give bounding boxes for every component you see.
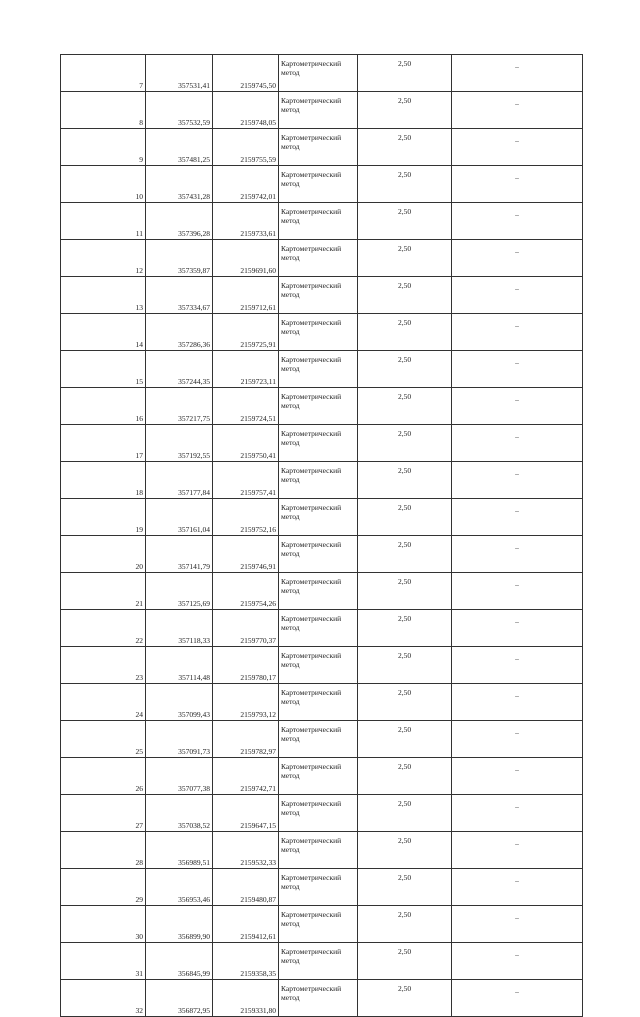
table-row bbox=[61, 721, 583, 758]
coordinate-x: 357396,28 bbox=[146, 203, 213, 240]
note-dash: – bbox=[452, 573, 583, 610]
point-number: 11 bbox=[61, 203, 146, 240]
accuracy-value: 2,50 bbox=[358, 129, 452, 166]
coordinate-y: 2159745,50 bbox=[213, 55, 279, 92]
coordinate-x: 357091,73 bbox=[146, 721, 213, 758]
coordinate-x: 357161,04 bbox=[146, 499, 213, 536]
accuracy-value: 2,50 bbox=[358, 203, 452, 240]
point-number: 12 bbox=[61, 240, 146, 277]
table-row bbox=[61, 351, 583, 388]
coordinate-y: 2159746,91 bbox=[213, 536, 279, 573]
point-number: 32 bbox=[61, 980, 146, 1017]
note-dash: – bbox=[452, 943, 583, 980]
accuracy-value: 2,50 bbox=[358, 647, 452, 684]
method-line: Картометрический bbox=[281, 873, 342, 882]
accuracy-value: 2,50 bbox=[358, 684, 452, 721]
note-dash: – bbox=[452, 869, 583, 906]
method-line: метод bbox=[281, 253, 300, 262]
method-line: Картометрический bbox=[281, 392, 342, 401]
method-line: метод bbox=[281, 771, 300, 780]
method-line: метод bbox=[281, 993, 300, 1002]
method-line: Картометрический bbox=[281, 503, 342, 512]
accuracy-value: 2,50 bbox=[358, 869, 452, 906]
point-number: 16 bbox=[61, 388, 146, 425]
accuracy-value: 2,50 bbox=[358, 425, 452, 462]
table-row bbox=[61, 869, 583, 906]
coordinate-y: 2159712,61 bbox=[213, 277, 279, 314]
accuracy-value: 2,50 bbox=[358, 314, 452, 351]
accuracy-value: 2,50 bbox=[358, 388, 452, 425]
point-number: 27 bbox=[61, 795, 146, 832]
method-line: метод bbox=[281, 586, 300, 595]
coordinate-x: 357431,28 bbox=[146, 166, 213, 203]
note-dash: – bbox=[452, 610, 583, 647]
note-dash: – bbox=[452, 906, 583, 943]
method-line: Картометрический bbox=[281, 651, 342, 660]
method-line: Картометрический bbox=[281, 688, 342, 697]
coordinate-x: 357334,67 bbox=[146, 277, 213, 314]
table-row bbox=[61, 314, 583, 351]
point-number: 17 bbox=[61, 425, 146, 462]
note-dash: – bbox=[452, 758, 583, 795]
note-dash: – bbox=[452, 314, 583, 351]
method-line: Картометрический bbox=[281, 466, 342, 475]
coordinate-x: 357077,38 bbox=[146, 758, 213, 795]
method-line: метод bbox=[281, 660, 300, 669]
note-dash: – bbox=[452, 795, 583, 832]
table-row bbox=[61, 943, 583, 980]
coordinate-x: 356872,95 bbox=[146, 980, 213, 1017]
note-dash: – bbox=[452, 129, 583, 166]
table-row bbox=[61, 499, 583, 536]
point-number: 25 bbox=[61, 721, 146, 758]
method-line: метод bbox=[281, 105, 300, 114]
point-number: 26 bbox=[61, 758, 146, 795]
point-number: 30 bbox=[61, 906, 146, 943]
determination-method bbox=[279, 351, 358, 388]
coordinate-x: 357532,59 bbox=[146, 92, 213, 129]
accuracy-value: 2,50 bbox=[358, 351, 452, 388]
coordinate-y: 2159725,91 bbox=[213, 314, 279, 351]
determination-method bbox=[279, 388, 358, 425]
determination-method bbox=[279, 647, 358, 684]
table-row bbox=[61, 129, 583, 166]
determination-method bbox=[279, 499, 358, 536]
table-row bbox=[61, 536, 583, 573]
note-dash: – bbox=[452, 388, 583, 425]
method-line: метод bbox=[281, 216, 300, 225]
note-dash: – bbox=[452, 277, 583, 314]
coordinate-y: 2159532,33 bbox=[213, 832, 279, 869]
method-line: Картометрический bbox=[281, 318, 342, 327]
point-number: 8 bbox=[61, 92, 146, 129]
method-line: метод bbox=[281, 549, 300, 558]
accuracy-value: 2,50 bbox=[358, 906, 452, 943]
determination-method bbox=[279, 462, 358, 499]
coordinate-x: 357481,25 bbox=[146, 129, 213, 166]
table-row bbox=[61, 425, 583, 462]
table-row bbox=[61, 240, 583, 277]
note-dash: – bbox=[452, 536, 583, 573]
coordinate-x: 356953,46 bbox=[146, 869, 213, 906]
method-line: Картометрический bbox=[281, 59, 342, 68]
method-line: метод bbox=[281, 697, 300, 706]
determination-method bbox=[279, 869, 358, 906]
note-dash: – bbox=[452, 55, 583, 92]
coordinate-y: 2159480,87 bbox=[213, 869, 279, 906]
note-dash: – bbox=[452, 462, 583, 499]
method-line: метод bbox=[281, 475, 300, 484]
determination-method bbox=[279, 240, 358, 277]
point-number: 9 bbox=[61, 129, 146, 166]
table-row bbox=[61, 832, 583, 869]
accuracy-value: 2,50 bbox=[358, 573, 452, 610]
coordinate-y: 2159724,51 bbox=[213, 388, 279, 425]
table-row bbox=[61, 277, 583, 314]
coordinate-y: 2159780,17 bbox=[213, 647, 279, 684]
accuracy-value: 2,50 bbox=[358, 240, 452, 277]
method-line: Картометрический bbox=[281, 577, 342, 586]
accuracy-value: 2,50 bbox=[358, 758, 452, 795]
method-line: Картометрический bbox=[281, 133, 342, 142]
coordinates-table-body bbox=[61, 55, 583, 1017]
determination-method bbox=[279, 610, 358, 647]
coordinate-x: 357177,84 bbox=[146, 462, 213, 499]
table-row bbox=[61, 55, 583, 92]
coordinate-y: 2159793,12 bbox=[213, 684, 279, 721]
determination-method bbox=[279, 906, 358, 943]
method-line: метод bbox=[281, 882, 300, 891]
table-row bbox=[61, 684, 583, 721]
accuracy-value: 2,50 bbox=[358, 795, 452, 832]
point-number: 24 bbox=[61, 684, 146, 721]
table-row bbox=[61, 92, 583, 129]
note-dash: – bbox=[452, 647, 583, 684]
coordinate-y: 2159755,59 bbox=[213, 129, 279, 166]
accuracy-value: 2,50 bbox=[358, 536, 452, 573]
method-line: Картометрический bbox=[281, 799, 342, 808]
determination-method bbox=[279, 536, 358, 573]
note-dash: – bbox=[452, 351, 583, 388]
accuracy-value: 2,50 bbox=[358, 721, 452, 758]
point-number: 23 bbox=[61, 647, 146, 684]
point-number: 15 bbox=[61, 351, 146, 388]
method-line: метод bbox=[281, 512, 300, 521]
coordinate-x: 357286,36 bbox=[146, 314, 213, 351]
method-line: Картометрический bbox=[281, 947, 342, 956]
point-number: 28 bbox=[61, 832, 146, 869]
method-line: Картометрический bbox=[281, 96, 342, 105]
method-line: метод bbox=[281, 956, 300, 965]
table-row bbox=[61, 462, 583, 499]
method-line: Картометрический bbox=[281, 910, 342, 919]
accuracy-value: 2,50 bbox=[358, 92, 452, 129]
accuracy-value: 2,50 bbox=[358, 462, 452, 499]
point-number: 14 bbox=[61, 314, 146, 351]
determination-method bbox=[279, 203, 358, 240]
method-line: Картометрический bbox=[281, 281, 342, 290]
coordinate-x: 357217,75 bbox=[146, 388, 213, 425]
coordinates-table bbox=[60, 54, 583, 1017]
coordinate-x: 357114,48 bbox=[146, 647, 213, 684]
method-line: Картометрический bbox=[281, 207, 342, 216]
coordinate-x: 356899,90 bbox=[146, 906, 213, 943]
method-line: метод bbox=[281, 734, 300, 743]
method-line: метод bbox=[281, 845, 300, 854]
coordinate-y: 2159742,71 bbox=[213, 758, 279, 795]
accuracy-value: 2,50 bbox=[358, 166, 452, 203]
method-line: метод bbox=[281, 179, 300, 188]
method-line: метод bbox=[281, 919, 300, 928]
method-line: Картометрический bbox=[281, 170, 342, 179]
coordinate-x: 357244,35 bbox=[146, 351, 213, 388]
determination-method bbox=[279, 795, 358, 832]
accuracy-value: 2,50 bbox=[358, 277, 452, 314]
determination-method bbox=[279, 573, 358, 610]
determination-method bbox=[279, 758, 358, 795]
coordinate-y: 2159723,11 bbox=[213, 351, 279, 388]
determination-method bbox=[279, 721, 358, 758]
note-dash: – bbox=[452, 684, 583, 721]
determination-method bbox=[279, 166, 358, 203]
note-dash: – bbox=[452, 721, 583, 758]
table-row bbox=[61, 610, 583, 647]
method-line: Картометрический bbox=[281, 429, 342, 438]
note-dash: – bbox=[452, 240, 583, 277]
note-dash: – bbox=[452, 203, 583, 240]
coordinate-y: 2159358,35 bbox=[213, 943, 279, 980]
method-line: Картометрический bbox=[281, 614, 342, 623]
method-line: метод bbox=[281, 808, 300, 817]
coordinate-y: 2159691,60 bbox=[213, 240, 279, 277]
point-number: 20 bbox=[61, 536, 146, 573]
coordinate-x: 357141,79 bbox=[146, 536, 213, 573]
method-line: Картометрический bbox=[281, 540, 342, 549]
note-dash: – bbox=[452, 832, 583, 869]
table-row bbox=[61, 203, 583, 240]
coordinate-y: 2159742,01 bbox=[213, 166, 279, 203]
coordinate-x: 356845,99 bbox=[146, 943, 213, 980]
determination-method bbox=[279, 943, 358, 980]
table-row bbox=[61, 573, 583, 610]
coordinate-y: 2159647,15 bbox=[213, 795, 279, 832]
method-line: Картометрический bbox=[281, 725, 342, 734]
method-line: Картометрический bbox=[281, 762, 342, 771]
accuracy-value: 2,50 bbox=[358, 980, 452, 1017]
coordinate-y: 2159412,61 bbox=[213, 906, 279, 943]
point-number: 13 bbox=[61, 277, 146, 314]
determination-method bbox=[279, 55, 358, 92]
coordinate-x: 356989,51 bbox=[146, 832, 213, 869]
point-number: 7 bbox=[61, 55, 146, 92]
note-dash: – bbox=[452, 425, 583, 462]
method-line: метод bbox=[281, 327, 300, 336]
determination-method bbox=[279, 277, 358, 314]
coordinate-y: 2159331,80 bbox=[213, 980, 279, 1017]
method-line: Картометрический bbox=[281, 244, 342, 253]
coordinate-y: 2159757,41 bbox=[213, 462, 279, 499]
determination-method bbox=[279, 314, 358, 351]
determination-method bbox=[279, 832, 358, 869]
coordinate-y: 2159733,61 bbox=[213, 203, 279, 240]
table-row bbox=[61, 166, 583, 203]
table-row bbox=[61, 906, 583, 943]
table-row bbox=[61, 647, 583, 684]
accuracy-value: 2,50 bbox=[358, 610, 452, 647]
note-dash: – bbox=[452, 980, 583, 1017]
coordinate-x: 357125,69 bbox=[146, 573, 213, 610]
table-row bbox=[61, 388, 583, 425]
determination-method bbox=[279, 980, 358, 1017]
determination-method bbox=[279, 684, 358, 721]
coordinate-x: 357531,41 bbox=[146, 55, 213, 92]
accuracy-value: 2,50 bbox=[358, 832, 452, 869]
method-line: метод bbox=[281, 68, 300, 77]
note-dash: – bbox=[452, 166, 583, 203]
point-number: 18 bbox=[61, 462, 146, 499]
point-number: 29 bbox=[61, 869, 146, 906]
point-number: 31 bbox=[61, 943, 146, 980]
note-dash: – bbox=[452, 499, 583, 536]
coordinate-x: 357359,87 bbox=[146, 240, 213, 277]
coordinate-x: 357118,33 bbox=[146, 610, 213, 647]
table-row bbox=[61, 795, 583, 832]
determination-method bbox=[279, 129, 358, 166]
coordinate-x: 357192,55 bbox=[146, 425, 213, 462]
coordinate-y: 2159782,97 bbox=[213, 721, 279, 758]
accuracy-value: 2,50 bbox=[358, 55, 452, 92]
coordinate-y: 2159752,16 bbox=[213, 499, 279, 536]
point-number: 22 bbox=[61, 610, 146, 647]
accuracy-value: 2,50 bbox=[358, 499, 452, 536]
point-number: 21 bbox=[61, 573, 146, 610]
point-number: 19 bbox=[61, 499, 146, 536]
coordinate-y: 2159750,41 bbox=[213, 425, 279, 462]
coordinate-y: 2159754,26 bbox=[213, 573, 279, 610]
coordinate-y: 2159748,05 bbox=[213, 92, 279, 129]
method-line: метод bbox=[281, 623, 300, 632]
coordinate-x: 357038,52 bbox=[146, 795, 213, 832]
method-line: Картометрический bbox=[281, 355, 342, 364]
method-line: метод bbox=[281, 142, 300, 151]
method-line: метод bbox=[281, 364, 300, 373]
determination-method bbox=[279, 425, 358, 462]
accuracy-value: 2,50 bbox=[358, 943, 452, 980]
determination-method bbox=[279, 92, 358, 129]
note-dash: – bbox=[452, 92, 583, 129]
table-row bbox=[61, 758, 583, 795]
coordinate-y: 2159770,37 bbox=[213, 610, 279, 647]
method-line: Картометрический bbox=[281, 984, 342, 993]
point-number: 10 bbox=[61, 166, 146, 203]
coordinate-x: 357099,43 bbox=[146, 684, 213, 721]
table-row bbox=[61, 980, 583, 1017]
method-line: Картометрический bbox=[281, 836, 342, 845]
method-line: метод bbox=[281, 401, 300, 410]
method-line: метод bbox=[281, 438, 300, 447]
method-line: метод bbox=[281, 290, 300, 299]
